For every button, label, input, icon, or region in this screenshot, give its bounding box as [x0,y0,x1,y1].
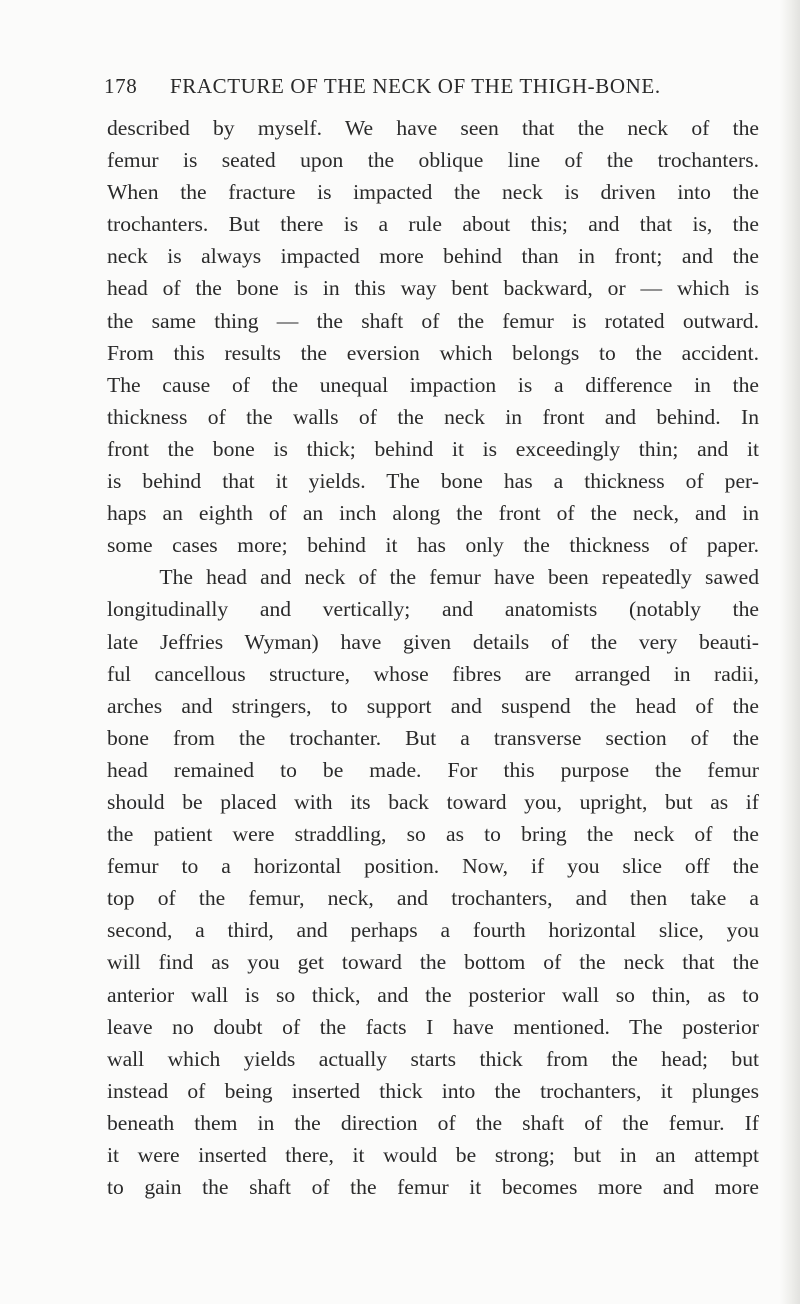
text-line: anterior wall is so thick, and the posterior wall so thin, as to [107,982,759,1007]
text-line: bone from the trochanter. But a transverse section of the [107,725,759,750]
page-header [104,74,724,104]
text-line: arches and stringers, to support and suspend the head of the [107,693,759,718]
text-line: some cases more; behind it has only the thickness of paper. [107,533,759,558]
text-line: femur to a horizontal position. Now, if you slice off the [107,854,759,879]
body-text [107,112,759,1203]
text-line: should be placed with its back toward you, upright, but as if [107,789,759,814]
text-line: From this results the eversion which belongs to the accident. [107,340,759,365]
text-line: head of the bone is in this way bent backward, or — which is [107,276,759,301]
text-line: the patient were straddling, so as to bring the neck of the [107,822,759,847]
page-number: 178 [104,74,138,98]
text-line: femur is seated upon the oblique line of the trochanters. [107,148,759,173]
text-line: it were inserted there, it would be strong; but in an attempt [107,1143,759,1167]
text-line: The cause of the unequal impaction is a difference in the [107,372,759,397]
text-line: to gain the shaft of the femur it becomes more and more [107,1175,759,1200]
text-line: will find as you get toward the bottom of the neck that the [107,950,759,975]
text-line: top of the femur, neck, and trochanters, and then take a [107,886,759,911]
page-edge-shadow [780,0,800,1304]
text-line: late Jeffries Wyman) have given details of the very beauti- [107,629,759,654]
text-line: The head and neck of the femur have been repeatedly sawed [107,565,759,590]
text-line: the same thing — the shaft of the femur is rotated outward. [107,308,759,333]
text-line: described by myself. We have seen that the neck of the [107,116,759,140]
text-line: When the fracture is impacted the neck is driven into the [107,180,759,205]
text-line: is behind that it yields. The bone has a thickness of per- [107,469,759,494]
text-line: second, a third, and perhaps a fourth horizontal slice, you [107,918,759,943]
text-line: longitudinally and vertically; and anatomists (notably the [107,597,759,622]
text-line: head remained to be made. For this purpose the femur [107,757,759,782]
text-line: ful cancellous structure, whose fibres are arranged in radii, [107,661,759,686]
text-line: thickness of the walls of the neck in front and behind. In [107,404,759,429]
text-line: beneath them in the direction of the shaft of the femur. If [107,1110,759,1135]
text-line: haps an eighth of an inch along the front of the neck, and in [107,501,759,526]
text-line: neck is always impacted more behind than in front; and the [107,244,759,269]
text-line: leave no doubt of the facts I have mentioned. The posterior [107,1014,759,1039]
text-line: instead of being inserted thick into the trochanters, it plunges [107,1078,759,1103]
text-line: trochanters. But there is a rule about this; and that is, the [107,212,759,237]
running-title: FRACTURE OF THE NECK OF THE THIGH-BONE. [170,74,661,98]
text-line: front the bone is thick; behind it is exceedingly thin; and it [107,436,759,461]
text-line: wall which yields actually starts thick from the head; but [107,1046,759,1071]
